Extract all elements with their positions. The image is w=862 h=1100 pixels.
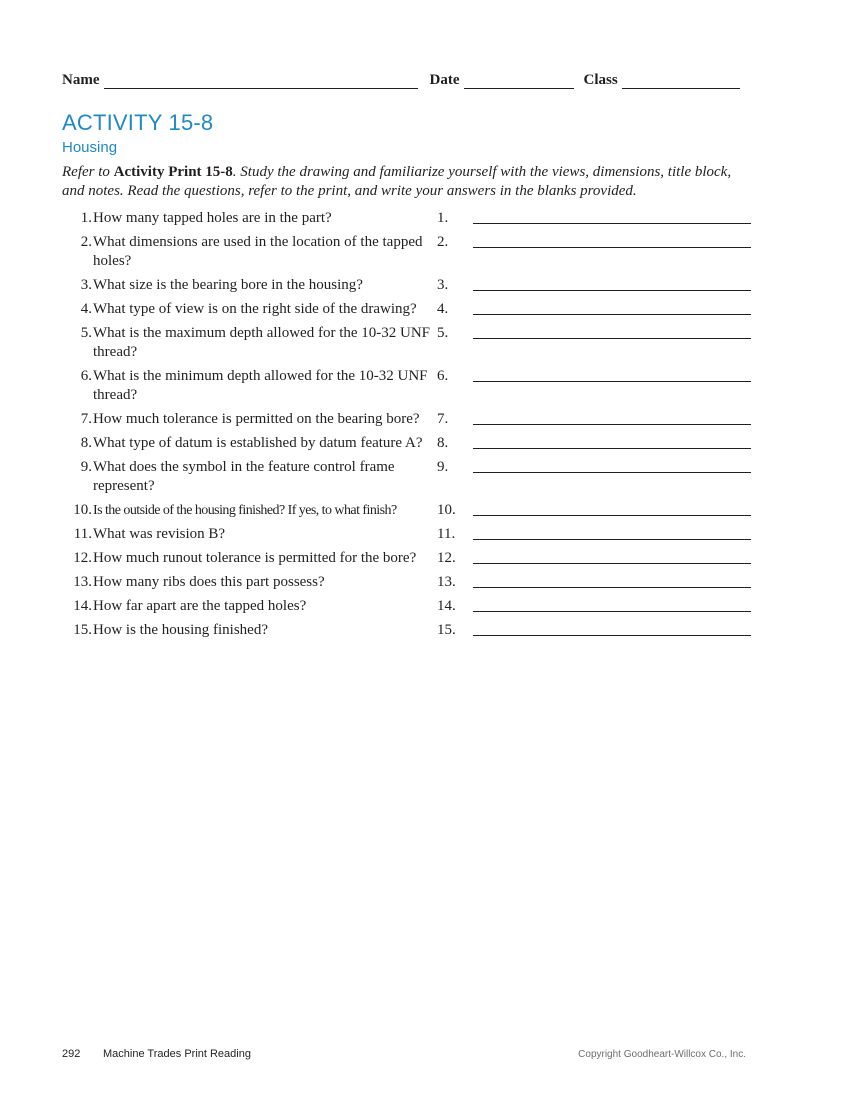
- question-text: What is the maximum depth allowed for the 10-32 UNF thread?: [93, 325, 431, 360]
- answer-blank[interactable]: [473, 525, 751, 540]
- question-text: What type of view is on the right side of the drawing?: [93, 301, 417, 317]
- question-number: 7.: [80, 411, 92, 427]
- question-text: How much tolerance is permitted on the bearing bore?: [93, 411, 420, 427]
- question-number: 1.: [80, 210, 92, 226]
- question-number: 8.: [80, 435, 92, 451]
- question-number: 14.: [73, 598, 92, 614]
- question-text: What type of datum is established by datum feature A?: [93, 435, 423, 451]
- question-row: [62, 209, 752, 228]
- answer-blank[interactable]: [473, 621, 751, 636]
- activity-title: ACTIVITY 15-8: [62, 110, 214, 135]
- question-number: 15.: [73, 622, 92, 638]
- question-row: [62, 458, 752, 496]
- question-text: How many tapped holes are in the part?: [93, 210, 332, 226]
- instructions-body: . Study the drawing and familiarize yourself with the views, dimensions, title block, and notes. Read the questions, refer to the print, and write your answers in the blanks provided.: [62, 164, 732, 199]
- question-number: 6.: [80, 368, 92, 384]
- answer-number: 8.: [437, 435, 449, 451]
- answer-number: 4.: [437, 301, 449, 317]
- answer-blank[interactable]: [473, 549, 751, 564]
- question-number: 11.: [73, 526, 92, 542]
- question-text: How many ribs does this part possess?: [93, 574, 325, 590]
- question-row: [62, 597, 752, 616]
- question-row: [62, 324, 752, 362]
- answer-blank[interactable]: [473, 324, 751, 339]
- answer-number: 10.: [437, 502, 456, 518]
- answer-number: 9.: [437, 459, 449, 475]
- answer-blank[interactable]: [473, 367, 751, 382]
- question-text: What is the minimum depth allowed for the 10-32 UNF thread?: [93, 368, 428, 403]
- answer-blank[interactable]: [473, 276, 751, 291]
- question-row: [62, 621, 752, 640]
- question-number: 9.: [80, 459, 92, 475]
- question-text: What does the symbol in the feature control frame represent?: [93, 459, 395, 494]
- question-text: Is the outside of the housing finished? If yes, to what finish?: [93, 503, 397, 518]
- question-text: What size is the bearing bore in the housing?: [93, 277, 363, 293]
- question-number: 10.: [73, 502, 92, 518]
- answer-number: 14.: [437, 598, 456, 614]
- question-number: 4.: [80, 301, 92, 317]
- answer-number: 6.: [437, 368, 449, 384]
- question-row: [62, 549, 752, 568]
- student-info-header: [62, 72, 746, 89]
- question-row: [62, 434, 752, 453]
- activity-subtitle: Housing: [62, 139, 118, 156]
- answer-number: 7.: [437, 411, 449, 427]
- question-number: 12.: [73, 550, 92, 566]
- answer-number: 1.: [437, 210, 449, 226]
- question-row: [62, 410, 752, 429]
- question-row: [62, 573, 752, 592]
- question-number: 13.: [73, 574, 92, 590]
- instructions: [62, 163, 752, 201]
- name-blank[interactable]: [104, 74, 418, 89]
- question-text: What was revision B?: [93, 526, 226, 542]
- question-text: How is the housing finished?: [93, 622, 268, 638]
- answer-blank[interactable]: [473, 209, 751, 224]
- print-reference: Activity Print 15-8: [113, 164, 233, 180]
- question-row: [62, 300, 752, 319]
- date-label: Date: [429, 72, 460, 88]
- answer-blank[interactable]: [473, 573, 751, 588]
- question-number: 3.: [80, 277, 92, 293]
- answer-blank[interactable]: [473, 501, 751, 516]
- answer-number: 13.: [437, 574, 456, 590]
- name-label: Name: [62, 72, 100, 88]
- question-row: [62, 501, 752, 520]
- class-label: Class: [583, 72, 618, 88]
- answer-blank[interactable]: [473, 233, 751, 248]
- question-row: [62, 233, 752, 271]
- question-number: 2.: [80, 234, 92, 250]
- question-list: [62, 209, 752, 645]
- question-row: [62, 367, 752, 405]
- question-number: 5.: [80, 325, 92, 341]
- answer-number: 12.: [437, 550, 456, 566]
- question-row: [62, 525, 752, 544]
- page-number: 292: [62, 1048, 81, 1060]
- question-row: [62, 276, 752, 295]
- question-text: How much runout tolerance is permitted for the bore?: [93, 550, 417, 566]
- answer-number: 3.: [437, 277, 449, 293]
- answer-blank[interactable]: [473, 434, 751, 449]
- book-title: Machine Trades Print Reading: [103, 1048, 251, 1060]
- class-blank[interactable]: [622, 74, 740, 89]
- date-blank[interactable]: [464, 74, 574, 89]
- answer-number: 11.: [437, 526, 456, 542]
- answer-blank[interactable]: [473, 597, 751, 612]
- instructions-lead: Refer to: [62, 164, 110, 180]
- question-text: What dimensions are used in the location of the tapped holes?: [93, 234, 423, 269]
- answer-blank[interactable]: [473, 458, 751, 473]
- question-text: How far apart are the tapped holes?: [93, 598, 307, 614]
- answer-blank[interactable]: [473, 410, 751, 425]
- answer-number: 5.: [437, 325, 449, 341]
- answer-number: 2.: [437, 234, 449, 250]
- answer-number: 15.: [437, 622, 456, 638]
- copyright: Copyright Goodheart-Willcox Co., Inc.: [578, 1049, 746, 1060]
- answer-blank[interactable]: [473, 300, 751, 315]
